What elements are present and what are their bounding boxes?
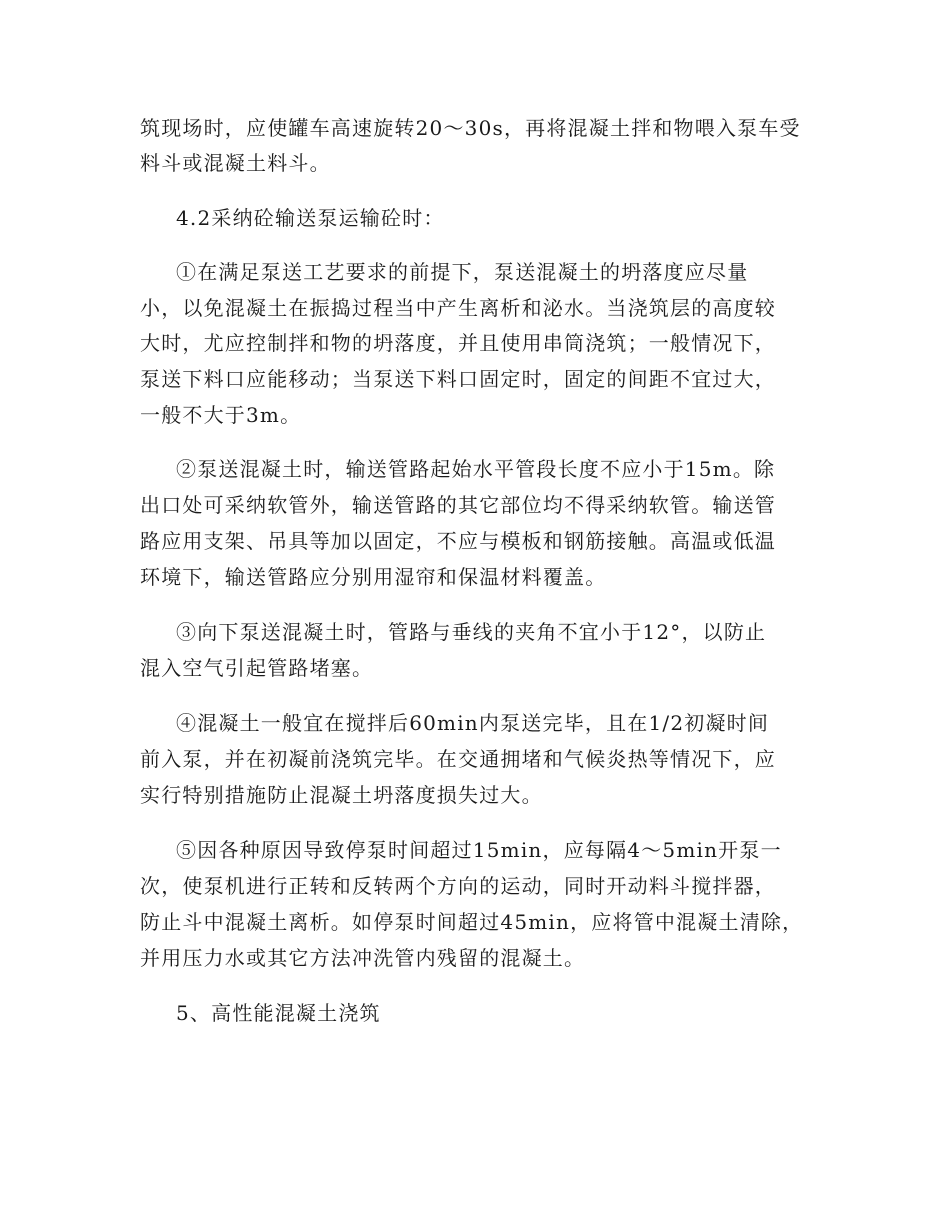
text-line: 泵送下料口应能移动；当泵送下料口固定时，固定的间距不宜过大， <box>140 367 776 391</box>
text-line: 实行特别措施防止混凝土坍落度损失过大。 <box>140 783 543 807</box>
text-line: ⑤因各种原因导致停泵时间超过15min，应每隔4～5min开泵一 <box>176 838 782 862</box>
section-heading: 4.2采纳砼输送泵运输砼时： <box>176 206 445 230</box>
text-line: 并用压力水或其它方法冲洗管内残留的混凝土。 <box>140 946 586 970</box>
text-line: 出口处可采纳软管外，输送管路的其它部位均不得采纳软管。输送管 <box>140 493 776 517</box>
text-line: ③向下泵送混凝土时，管路与垂线的夹角不宜小于12°，以防止 <box>176 620 767 644</box>
text-line: 环境下，输送管路应分别用湿帘和保温材料覆盖。 <box>140 565 607 589</box>
text-line: 防止斗中混凝土离析。如停泵时间超过45min，应将管中混凝土清除， <box>140 910 804 934</box>
text-line: 次，使泵机进行正转和反转两个方向的运动，同时开动料斗搅拌器， <box>140 874 776 898</box>
text-line: ②泵送混凝土时，输送管路起始水平管段长度不应小于15m。除 <box>176 457 776 481</box>
text-line: 料斗或混凝土料斗。 <box>140 151 331 175</box>
text-line: 一般不大于3m。 <box>140 403 302 427</box>
section-heading: 5、高性能混凝土浇筑 <box>176 1001 381 1025</box>
text-line: 小，以免混凝土在振捣过程当中产生离析和泌水。当浇筑层的高度较 <box>140 296 776 320</box>
text-line: 路应用支架、吊具等加以固定，不应与模板和钢筋接触。高温或低温 <box>140 529 776 553</box>
text-line: 大时，尤应控制拌和物的坍落度，并且使用串筒浇筑；一般情况下， <box>140 331 776 355</box>
text-line: ④混凝土一般宜在搅拌后60min内泵送完毕，且在1/2初凝时间 <box>176 711 770 735</box>
text-line: ①在满足泵送工艺要求的前提下，泵送混凝土的坍落度应尽量 <box>176 260 749 284</box>
text-line: 混入空气引起管路堵塞。 <box>140 656 374 680</box>
text-line: 前入泵，并在初凝前浇筑完毕。在交通拥堵和气候炎热等情况下，应 <box>140 747 776 771</box>
text-line: 筑现场时，应使罐车高速旋转20～30s，再将混凝土拌和物喂入泵车受 <box>140 116 801 140</box>
